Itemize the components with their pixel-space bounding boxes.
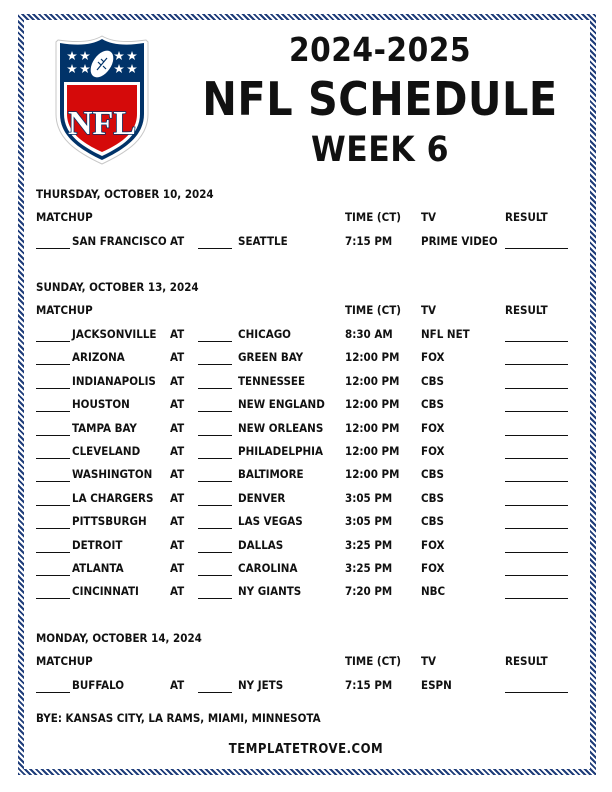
home-team: SEATTLE <box>238 234 288 248</box>
season-title: 2024-2025 <box>288 30 472 69</box>
away-team: CINCINNATI <box>72 584 139 599</box>
result-blank[interactable] <box>505 435 568 436</box>
home-score-blank[interactable] <box>198 411 232 412</box>
result-blank[interactable] <box>505 481 568 482</box>
home-score-blank[interactable] <box>198 248 232 249</box>
home-score-blank[interactable] <box>198 481 232 482</box>
column-header-result: RESULT <box>505 303 548 317</box>
schedule-title: NFL SCHEDULE <box>202 72 558 126</box>
game-time: 12:00 PM <box>345 467 400 482</box>
at-label: AT <box>170 514 185 529</box>
column-header-result: RESULT <box>505 654 548 668</box>
home-score-blank[interactable] <box>198 341 232 342</box>
game-time: 3:05 PM <box>345 514 393 529</box>
home-score-blank[interactable] <box>198 598 232 599</box>
tv-network: FOX <box>421 561 445 575</box>
home-team: DALLAS <box>238 537 284 552</box>
at-label: AT <box>170 373 185 388</box>
game-time: 12:00 PM <box>345 444 400 458</box>
home-team: NY JETS <box>238 678 284 692</box>
result-blank[interactable] <box>505 248 568 249</box>
result-blank[interactable] <box>505 505 568 506</box>
home-team: LAS VEGAS <box>238 514 303 529</box>
home-team: CAROLINA <box>238 561 298 575</box>
at-label: AT <box>170 444 185 458</box>
away-team: JACKSONVILLE <box>72 327 157 341</box>
home-team: TENNESSEE <box>238 373 306 388</box>
away-team: LA CHARGERS <box>72 490 154 505</box>
home-score-blank[interactable] <box>198 575 232 576</box>
away-score-blank[interactable] <box>36 692 70 693</box>
away-score-blank[interactable] <box>36 458 70 459</box>
section-date: SUNDAY, OCTOBER 13, 2024 <box>36 280 199 294</box>
home-score-blank[interactable] <box>198 364 232 365</box>
game-time: 12:00 PM <box>345 373 400 388</box>
tv-network: CBS <box>421 514 444 529</box>
at-label: AT <box>170 467 185 482</box>
tv-network: FOX <box>421 537 445 552</box>
column-header-matchup: MATCHUP <box>36 303 93 317</box>
home-score-blank[interactable] <box>198 528 232 529</box>
column-header-tv: TV <box>421 654 437 668</box>
away-score-blank[interactable] <box>36 552 70 553</box>
home-team: PHILADELPHIA <box>238 444 324 458</box>
tv-network: PRIME VIDEO <box>421 234 498 248</box>
at-label: AT <box>170 537 185 552</box>
tv-network: FOX <box>421 444 445 458</box>
tv-network: ESPN <box>421 678 452 692</box>
home-score-blank[interactable] <box>198 692 232 693</box>
home-score-blank[interactable] <box>198 388 232 389</box>
week-title: WEEK 6 <box>310 130 450 170</box>
game-time: 3:25 PM <box>345 537 393 552</box>
home-score-blank[interactable] <box>198 505 232 506</box>
column-header-matchup: MATCHUP <box>36 654 93 668</box>
at-label: AT <box>170 234 185 248</box>
at-label: AT <box>170 327 185 341</box>
game-time: 7:15 PM <box>345 678 393 692</box>
home-team: NY GIANTS <box>238 584 302 599</box>
result-blank[interactable] <box>505 388 568 389</box>
at-label: AT <box>170 420 185 435</box>
bye-teams: BYE: KANSAS CITY, LA RAMS, MIAMI, MINNESOTA <box>36 711 321 725</box>
result-blank[interactable] <box>505 692 568 693</box>
game-time: 12:00 PM <box>345 420 400 435</box>
away-team: DETROIT <box>72 537 123 552</box>
tv-network: NFL NET <box>421 327 470 341</box>
home-team: NEW ENGLAND <box>238 397 325 412</box>
home-team: GREEN BAY <box>238 350 304 365</box>
away-score-blank[interactable] <box>36 528 70 529</box>
tv-network: CBS <box>421 490 444 505</box>
away-team: WASHINGTON <box>72 467 153 482</box>
away-team: TAMPA BAY <box>72 420 137 435</box>
result-blank[interactable] <box>505 552 568 553</box>
tv-network: CBS <box>421 397 444 412</box>
away-score-blank[interactable] <box>36 505 70 506</box>
column-header-matchup: MATCHUP <box>36 210 93 224</box>
away-team: CLEVELAND <box>72 444 141 458</box>
game-time: 8:30 AM <box>345 327 393 341</box>
away-team: ATLANTA <box>72 561 124 575</box>
column-header-time: TIME (CT) <box>345 303 401 317</box>
game-time: 7:15 PM <box>345 234 393 248</box>
away-score-blank[interactable] <box>36 481 70 482</box>
away-score-blank[interactable] <box>36 341 70 342</box>
away-score-blank[interactable] <box>36 575 70 576</box>
nfl-shield-logo <box>52 34 152 166</box>
result-blank[interactable] <box>505 364 568 365</box>
column-header-tv: TV <box>421 303 437 317</box>
logo-text: NFL <box>68 105 136 142</box>
tv-network: FOX <box>421 350 445 365</box>
away-score-blank[interactable] <box>36 435 70 436</box>
result-blank[interactable] <box>505 458 568 459</box>
home-score-blank[interactable] <box>198 458 232 459</box>
result-blank[interactable] <box>505 598 568 599</box>
away-score-blank[interactable] <box>36 364 70 365</box>
away-score-blank[interactable] <box>36 598 70 599</box>
game-time: 3:05 PM <box>345 490 393 505</box>
game-time: 12:00 PM <box>345 350 400 365</box>
at-label: AT <box>170 397 185 412</box>
section-date: MONDAY, OCTOBER 14, 2024 <box>36 631 202 645</box>
tv-network: NBC <box>421 584 446 599</box>
away-team: SAN FRANCISCO <box>72 234 167 248</box>
tv-network: FOX <box>421 420 445 435</box>
home-score-blank[interactable] <box>198 552 232 553</box>
tv-network: CBS <box>421 467 444 482</box>
home-team: BALTIMORE <box>238 467 304 482</box>
tv-network: CBS <box>421 373 444 388</box>
away-score-blank[interactable] <box>36 411 70 412</box>
column-header-time: TIME (CT) <box>345 210 401 224</box>
game-time: 12:00 PM <box>345 397 400 412</box>
home-team: CHICAGO <box>238 327 291 341</box>
away-score-blank[interactable] <box>36 248 70 249</box>
home-team: NEW ORLEANS <box>238 420 324 435</box>
result-blank[interactable] <box>505 575 568 576</box>
footer-site: TEMPLATETROVE.COM <box>228 742 384 757</box>
at-label: AT <box>170 490 185 505</box>
at-label: AT <box>170 584 185 599</box>
column-header-tv: TV <box>421 210 437 224</box>
at-label: AT <box>170 561 185 575</box>
home-team: DENVER <box>238 490 286 505</box>
away-team: ARIZONA <box>72 350 125 365</box>
column-header-time: TIME (CT) <box>345 654 401 668</box>
result-blank[interactable] <box>505 528 568 529</box>
at-label: AT <box>170 678 185 692</box>
game-time: 3:25 PM <box>345 561 393 575</box>
column-header-result: RESULT <box>505 210 548 224</box>
away-team: BUFFALO <box>72 678 125 692</box>
away-team: INDIANAPOLIS <box>72 373 156 388</box>
away-team: PITTSBURGH <box>72 514 147 529</box>
away-team: HOUSTON <box>72 397 130 412</box>
section-date: THURSDAY, OCTOBER 10, 2024 <box>36 187 214 201</box>
game-time: 7:20 PM <box>345 584 393 599</box>
at-label: AT <box>170 350 185 365</box>
home-score-blank[interactable] <box>198 435 232 436</box>
result-blank[interactable] <box>505 341 568 342</box>
result-blank[interactable] <box>505 411 568 412</box>
away-score-blank[interactable] <box>36 388 70 389</box>
